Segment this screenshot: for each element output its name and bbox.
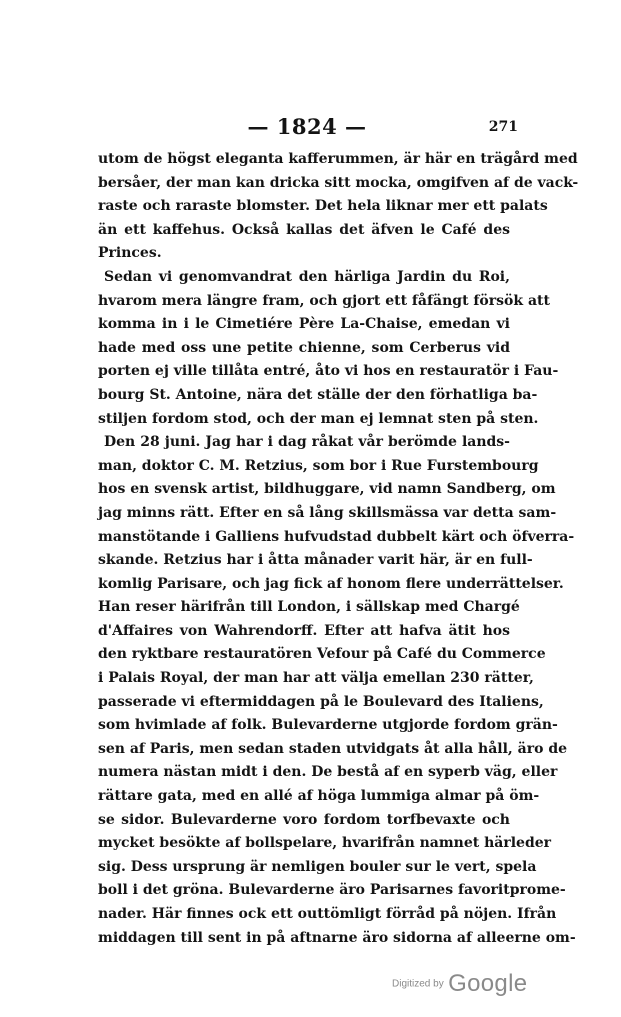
body-text [98,148,579,950]
text-line: hade med oss une petite chienne, som Cerberus vid [98,339,510,356]
watermark-prefix: Digitized by [392,978,444,990]
year-heading: — 1824 — [247,114,367,139]
text-line: rättare gata, med en allé af höga lummiga almar på öm- [98,788,540,805]
text-line: raste och raraste blomster. Det hela liknar mer ett palats [98,198,548,215]
text-line: hvarom mera längre fram, och gjort ett fåfängt försök att [98,292,550,309]
text-line: komlig Parisare, och jag fick af honom flere underrättelser. [98,575,564,592]
text-line: se sidor. Bulevarderne voro fordom torfbevaxte och [98,811,510,828]
text-line: bourg St. Antoine, nära det ställe der den förhatliga ba- [98,386,538,403]
text-line: manstötande i Galliens hufvudstad dubbelt kärt och öfverra- [98,528,575,545]
page-number: 271 [488,119,518,135]
text-line: man, doktor C. M. Retzius, som bor i Rue Furstembourg [98,457,539,474]
text-line: jag minns rätt. Efter en så lång skillsmässa var detta sam- [98,504,557,521]
text-line: den ryktbare restauratören Vefour på Café du Commerce [98,646,546,663]
running-header [96,114,518,140]
text-line: än ett kaffehus. Också kallas det äfven le Café des [98,221,510,238]
text-line: i Palais Royal, der man har att välja emellan 230 rätter, [98,670,534,687]
text-line: Princes. [98,245,162,262]
text-line: bersåer, der man kan dricka sitt mocka, omgifven af de vack- [98,174,579,191]
text-line: som hvimlade af folk. Bulevarderne utgjorde fordom grän- [98,717,558,734]
text-line: Sedan vi genomvandrat den härliga Jardin du Roi, [104,268,510,285]
text-line: komma in i le Cimetiére Père La-Chaise, emedan vi [98,316,510,333]
text-line: numera nästan midt i den. De bestå af en syperb väg, eller [98,764,558,781]
text-line: stiljen fordom stod, och der man ej lemnat sten på sten. [98,410,539,427]
text-line: passerade vi eftermiddagen på le Boulevard des Italiens, [98,693,544,710]
text-line: hos en svensk artist, bildhuggare, vid namn Sandberg, om [98,481,556,498]
text-line: sig. Dess ursprung är nemligen bouler sur le vert, spela [98,858,537,875]
text-line: middagen till sent in på aftnarne äro sidorna af alleerne om- [98,929,576,946]
text-line: utom de högst eleganta kafferummen, är här en trägård med [98,151,578,167]
text-line: skande. Retzius har i åtta månader varit här, är en full- [98,552,533,569]
text-line: d'Affaires von Wahrendorff. Efter att hafva ätit hos [98,622,510,639]
text-line: Han reser härifrån till London, i sällskap med Chargé [98,599,520,616]
text-line: Den 28 juni. Jag har i dag råkat vår berömde lands- [104,434,510,451]
text-line: boll i det gröna. Bulevarderne äro Parisarnes favoritprome- [98,882,566,899]
text-line: sen af Paris, men sedan staden utvidgats åt alla håll, äro de [98,740,568,757]
google-logo: Google [448,970,528,997]
text-line: nader. Här finnes ock ett outtömligt förråd på nöjen. Ifrån [98,906,557,922]
google-watermark [392,970,527,998]
text-line: porten ej ville tillåta entré, åto vi hos en restauratör i Fau- [98,363,559,380]
text-line: mycket besökte af bollspelare, hvarifrån namnet härleder [98,835,552,852]
